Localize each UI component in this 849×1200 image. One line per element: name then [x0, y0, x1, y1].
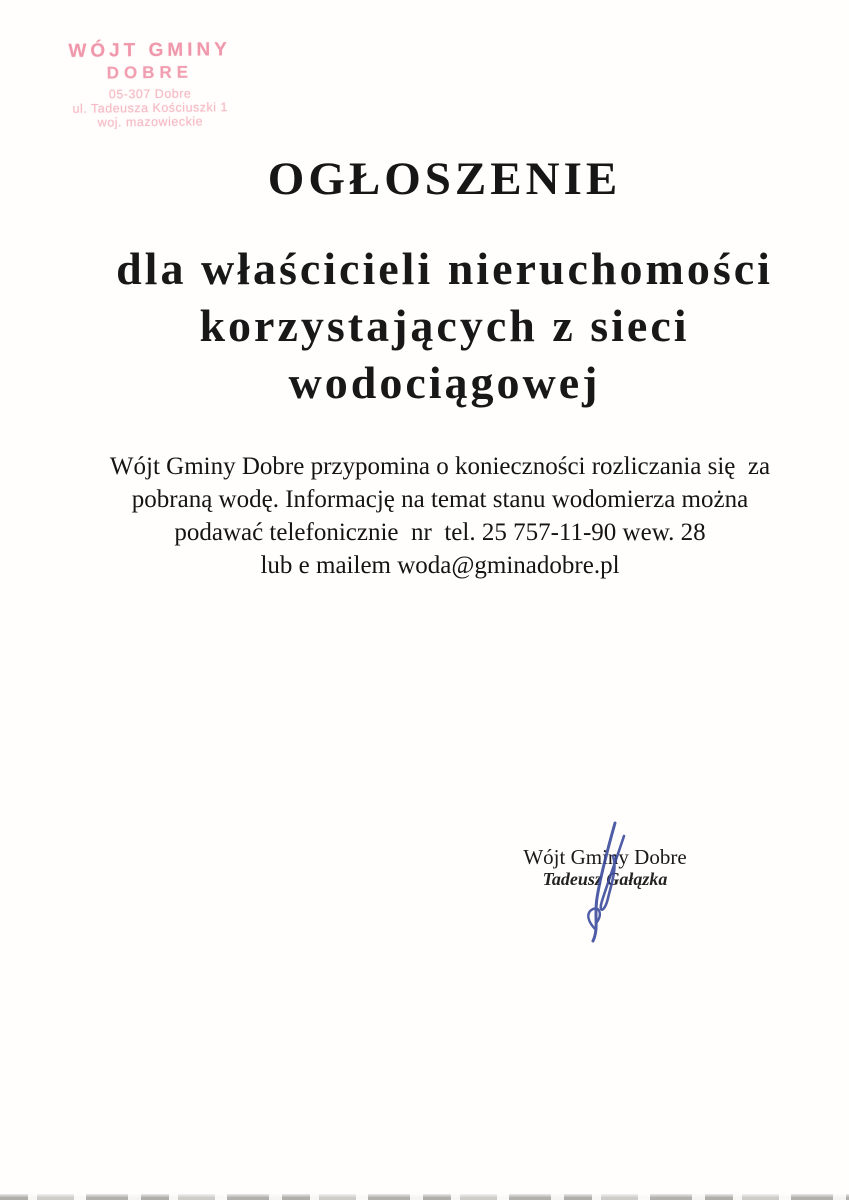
subtitle: [40, 240, 849, 411]
subtitle-line-3: wodociągowej: [288, 357, 601, 408]
page-title: OGŁOSZENIE: [267, 153, 622, 205]
stamp-street-line: ul. Tadeusza Kościuszki 1: [72, 100, 229, 116]
scan-edge-artifact: [0, 1194, 849, 1200]
subtitle-line-1: dla właścicieli nieruchomości: [116, 243, 773, 294]
signature-stroke-loop: [588, 908, 599, 930]
official-stamp: [60, 39, 241, 130]
body-line-3: podawać telefonicznie nr tel. 25 757-11-90 wew. 28: [174, 519, 706, 546]
announcement-body: [60, 450, 820, 582]
body-line-2: pobraną wodę. Informację na temat stanu wodomierza można: [131, 486, 749, 513]
stamp-postcode-line: 05-307 Dobre: [108, 86, 192, 102]
stamp-authority-line: WÓJT GMINY: [68, 39, 231, 62]
signer-name: Tadeusz Gałązka: [542, 869, 668, 889]
subtitle-line-2: korzystających z sieci: [199, 300, 690, 351]
signature-block: [505, 845, 705, 890]
stamp-voivodeship-line: woj. mazowieckie: [97, 114, 204, 130]
signature-role: Wójt Gminy Dobre: [523, 845, 687, 869]
body-line-1: Wójt Gminy Dobre przypomina o konieczności rozliczania się za: [109, 453, 771, 480]
stamp-town-line: DOBRE: [106, 62, 194, 83]
body-line-4: lub e mailem woda@gminadobre.pl: [260, 552, 620, 579]
